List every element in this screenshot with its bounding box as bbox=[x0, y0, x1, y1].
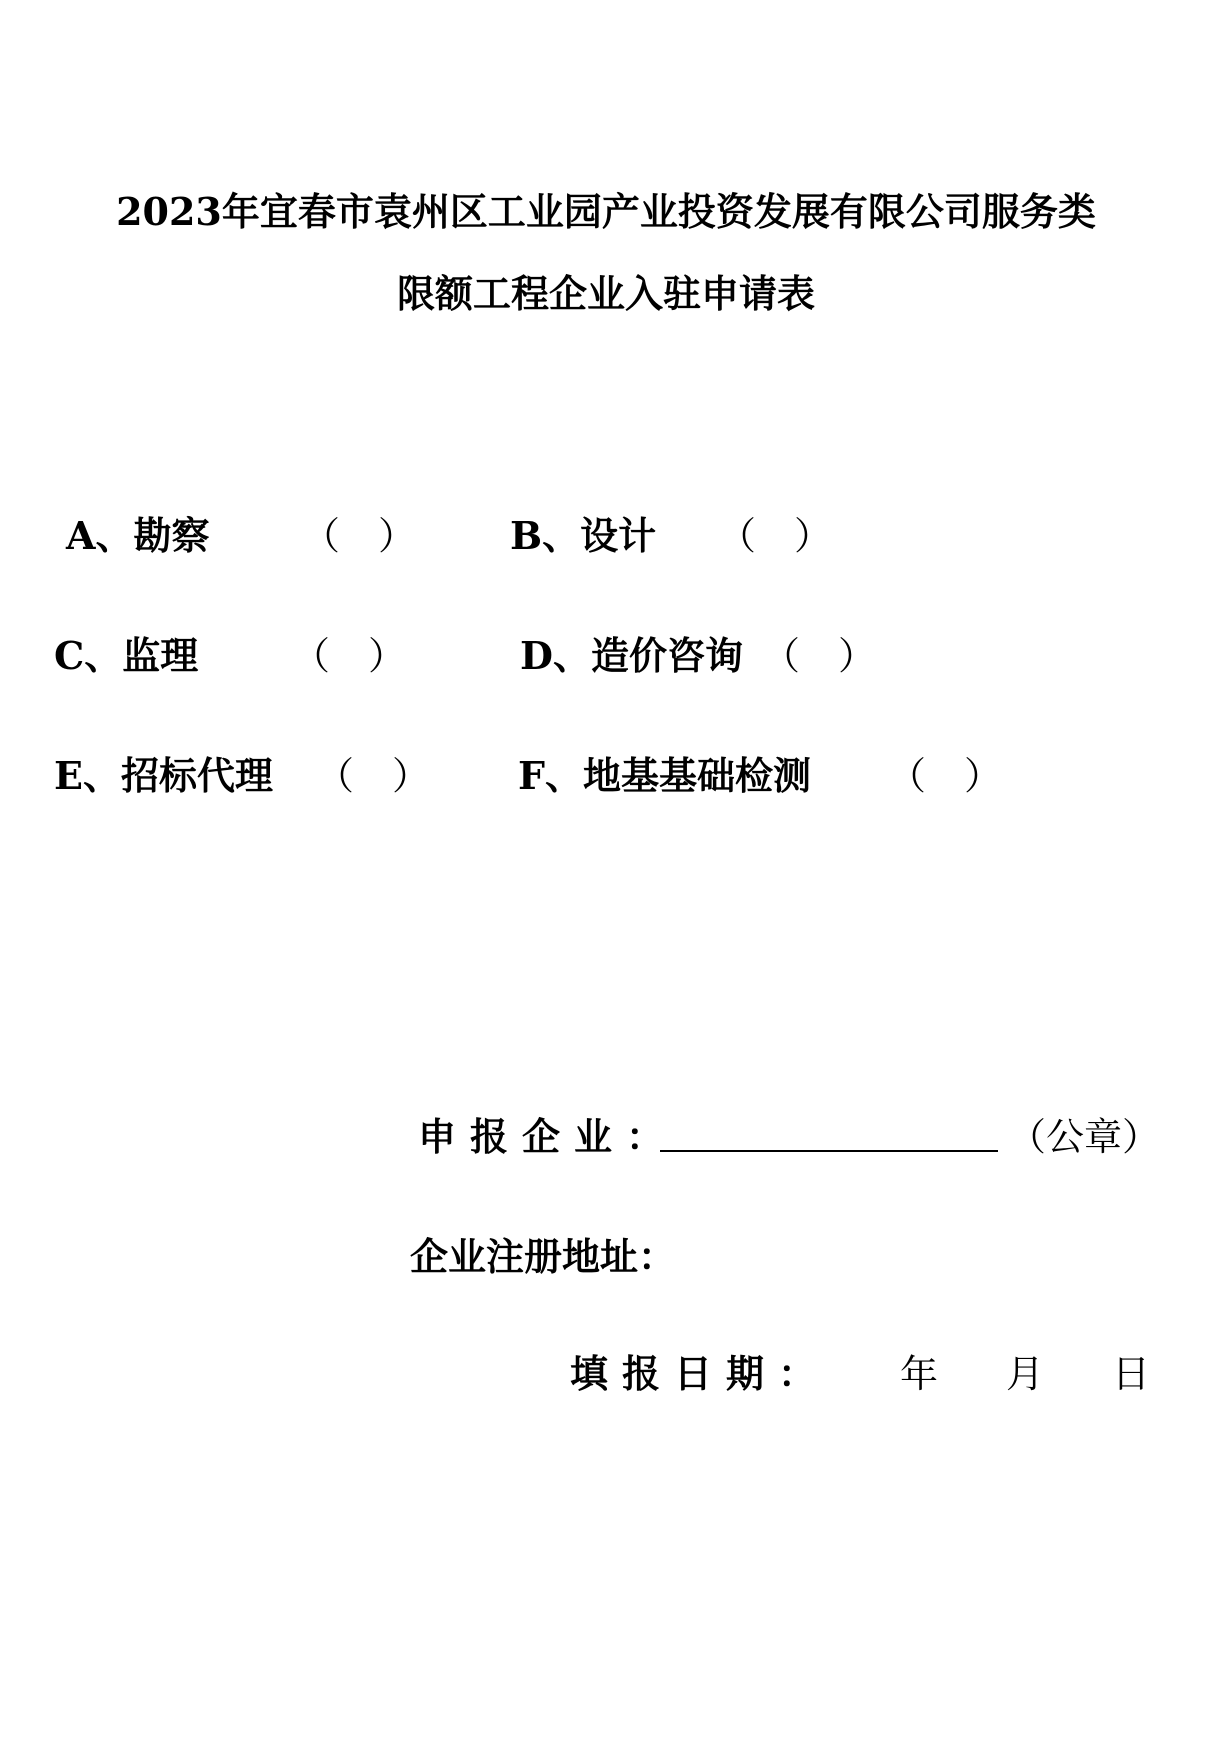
option-d-label: D、造价咨询 bbox=[520, 633, 743, 678]
option-b-checkbox[interactable]: （ ） bbox=[718, 514, 833, 558]
option-c-checkbox[interactable]: （ ） bbox=[292, 634, 407, 678]
option-a-label: A、勘察 bbox=[66, 513, 210, 558]
option-b-label: B、设计 bbox=[510, 513, 657, 558]
applicant-name-blank[interactable] bbox=[660, 1150, 998, 1152]
option-f bbox=[518, 752, 1003, 800]
document-title-line-2: 限额工程企业入驻申请表 bbox=[396, 271, 815, 316]
date-month: 月 bbox=[1006, 1352, 1045, 1396]
option-c bbox=[54, 632, 407, 680]
option-e-checkbox[interactable]: （ ） bbox=[316, 754, 431, 798]
option-d-checkbox[interactable]: （ ） bbox=[762, 634, 877, 678]
option-b bbox=[510, 512, 833, 560]
option-a-checkbox[interactable]: （ ） bbox=[302, 514, 417, 558]
seal-note: （公章） bbox=[1008, 1115, 1161, 1159]
option-f-label: F、地基基础检测 bbox=[518, 753, 811, 798]
applicant-label: 申报企业： bbox=[418, 1114, 679, 1159]
address-label: 企业注册地址： bbox=[410, 1234, 677, 1279]
option-e-label: E、招标代理 bbox=[54, 753, 273, 798]
option-c-label: C、监理 bbox=[54, 633, 199, 678]
document-title-line-1: 2023年宜春市袁州区工业园产业投资发展有限公司服务类 bbox=[116, 189, 1096, 234]
option-f-checkbox[interactable]: （ ） bbox=[888, 754, 1003, 798]
date-year: 年 bbox=[900, 1352, 939, 1396]
date-day: 日 bbox=[1112, 1352, 1151, 1396]
option-d bbox=[520, 632, 877, 680]
date-label: 填报日期： bbox=[570, 1351, 831, 1396]
option-e bbox=[54, 752, 431, 800]
option-a bbox=[66, 512, 417, 560]
